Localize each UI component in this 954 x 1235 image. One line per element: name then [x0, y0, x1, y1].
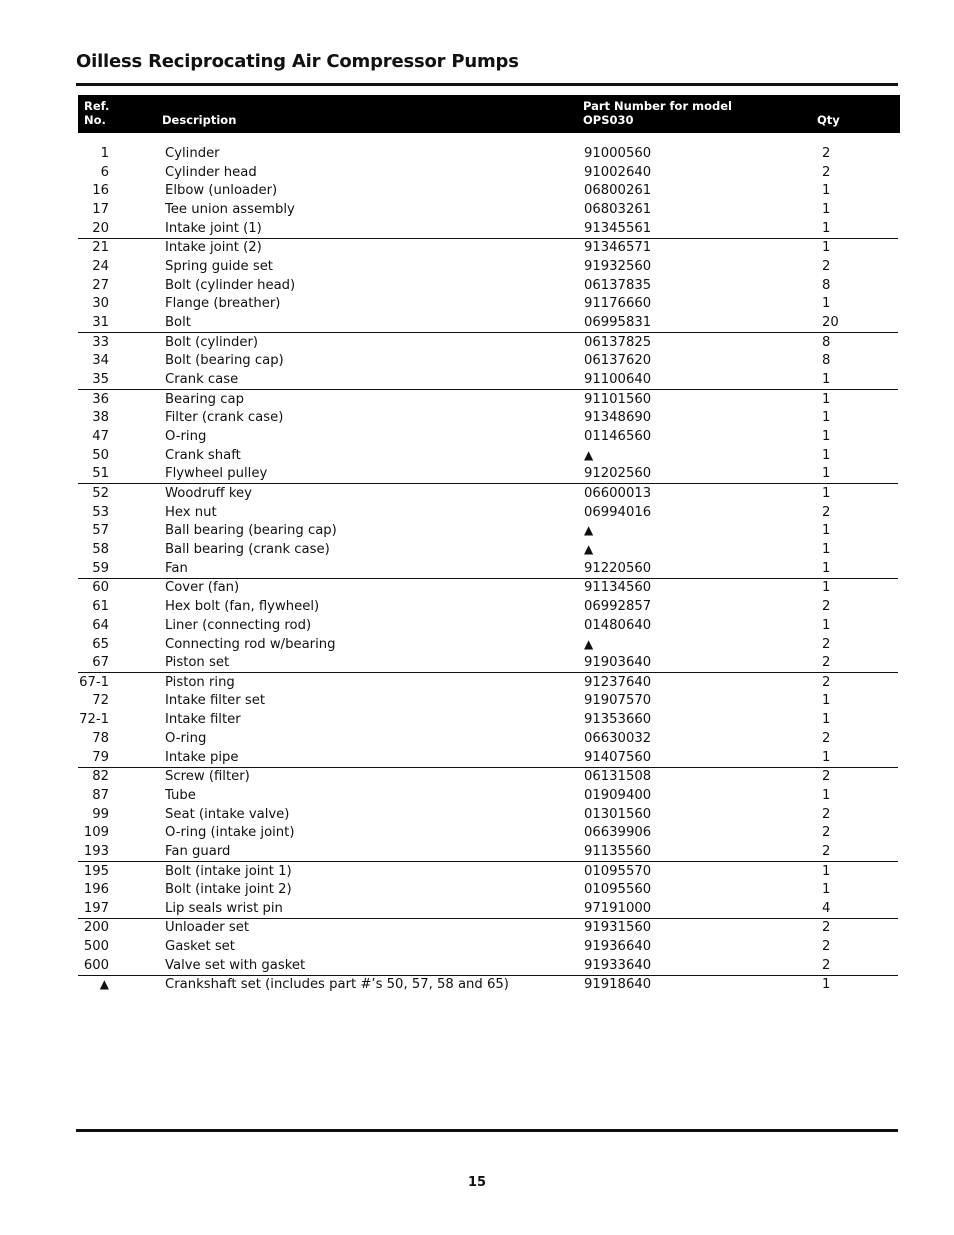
ref-cell: 31	[92, 315, 109, 330]
ref-cell: 109	[83, 825, 109, 840]
ref-cell: 53	[92, 505, 109, 520]
part-number-cell: 01146560	[584, 429, 652, 444]
part-number-cell: 91134560	[584, 580, 652, 595]
ref-cell: 99	[92, 807, 109, 822]
qty-cell: 1	[822, 864, 831, 879]
table-row	[78, 181, 900, 200]
description-cell: Intake filter	[165, 712, 241, 727]
description-cell: Elbow (unloader)	[165, 183, 278, 198]
group-divider	[78, 238, 898, 239]
qty-cell: 2	[822, 731, 831, 746]
description-cell: Screw (filter)	[165, 769, 250, 784]
ref-cell: 21	[92, 240, 109, 255]
part-number-cell: 91918640	[584, 977, 652, 992]
ref-cell: 61	[92, 599, 109, 614]
qty-cell: 2	[822, 920, 831, 935]
table-row	[78, 559, 900, 578]
description-cell: Ball bearing (crank case)	[165, 542, 330, 557]
ref-cell: 58	[92, 542, 109, 557]
qty-cell: 8	[822, 353, 831, 368]
table-row	[78, 823, 900, 842]
part-number-cell: 01095570	[584, 864, 652, 879]
table-row	[78, 691, 900, 710]
ref-header-line1: Ref.	[84, 99, 110, 113]
table-row	[78, 464, 900, 483]
description-cell: Crank case	[165, 372, 239, 387]
description-cell: Hex nut	[165, 505, 217, 520]
qty-cell: 1	[822, 542, 831, 557]
description-cell: Valve set with gasket	[165, 958, 306, 973]
group-divider	[78, 861, 898, 862]
ref-cell: 79	[92, 750, 109, 765]
description-cell: Cylinder	[165, 146, 220, 161]
ref-cell: 193	[83, 844, 109, 859]
qty-cell: 2	[822, 146, 831, 161]
table-row	[78, 842, 900, 861]
description-cell: Unloader set	[165, 920, 250, 935]
group-divider	[78, 767, 898, 768]
ref-cell: 87	[92, 788, 109, 803]
qty-cell: 2	[822, 599, 831, 614]
table-row	[78, 956, 900, 975]
table-row	[78, 918, 900, 937]
description-cell: Flange (breather)	[165, 296, 281, 311]
title-rule	[76, 83, 898, 86]
ref-cell: 24	[92, 259, 109, 274]
description-cell: Bolt (cylinder)	[165, 335, 259, 350]
table-row	[78, 427, 900, 446]
ref-cell: 59	[92, 561, 109, 576]
qty-cell: 2	[822, 655, 831, 670]
qty-cell: 2	[822, 165, 831, 180]
description-cell: Filter (crank case)	[165, 410, 284, 425]
table-row	[78, 313, 900, 332]
part-number-cell: 06600013	[584, 486, 652, 501]
qty-cell: 2	[822, 939, 831, 954]
table-row	[78, 503, 900, 522]
part-number-cell: 06131508	[584, 769, 652, 784]
table-row	[78, 616, 900, 635]
description-cell: Hex bolt (fan, flywheel)	[165, 599, 320, 614]
qty-cell: 1	[822, 183, 831, 198]
part-header-line2: OPS030	[583, 113, 634, 127]
table-row	[78, 673, 900, 692]
qty-cell: 2	[822, 807, 831, 822]
description-cell: Piston ring	[165, 675, 235, 690]
part-number-cell: 91903640	[584, 655, 652, 670]
table-row	[78, 880, 900, 899]
part-number-cell: 91346571	[584, 240, 652, 255]
part-number-cell: 06137620	[584, 353, 652, 368]
table-row	[78, 521, 900, 540]
description-cell: Liner (connecting rod)	[165, 618, 312, 633]
table-row	[78, 333, 900, 352]
ref-cell: 82	[92, 769, 109, 784]
part-number-cell: ▲	[584, 542, 594, 556]
part-number-cell: 91353660	[584, 712, 652, 727]
qty-cell: 4	[822, 901, 831, 916]
ref-cell: 78	[92, 731, 109, 746]
part-number-cell: 01301560	[584, 807, 652, 822]
ref-cell: 67	[92, 655, 109, 670]
description-cell: Fan guard	[165, 844, 231, 859]
page-number: 15	[467, 1175, 487, 1190]
table-row	[78, 144, 900, 163]
part-number-cell: 91101560	[584, 392, 652, 407]
description-cell: Bolt (bearing cap)	[165, 353, 284, 368]
group-divider	[78, 389, 898, 390]
ref-cell: 72-1	[79, 712, 109, 727]
ref-cell: 57	[92, 523, 109, 538]
qty-cell: 1	[822, 561, 831, 576]
table-row	[78, 408, 900, 427]
description-cell: Cylinder head	[165, 165, 257, 180]
qty-header: Qty	[817, 113, 840, 127]
ref-cell: 72	[92, 693, 109, 708]
description-cell: Gasket set	[165, 939, 235, 954]
part-number-cell: 06803261	[584, 202, 652, 217]
qty-cell: 1	[822, 750, 831, 765]
ref-cell: 197	[83, 901, 109, 916]
part-number-cell: 06137835	[584, 278, 652, 293]
qty-cell: 1	[822, 693, 831, 708]
part-number-cell: 91237640	[584, 675, 652, 690]
qty-cell: 20	[822, 315, 839, 330]
part-number-cell: 97191000	[584, 901, 652, 916]
table-row	[78, 748, 900, 767]
part-number-cell: 06992857	[584, 599, 652, 614]
table-row	[78, 862, 900, 881]
ref-cell: 20	[92, 221, 109, 236]
ref-cell: 36	[92, 392, 109, 407]
description-cell: Bolt (intake joint 1)	[165, 864, 292, 879]
table-row	[78, 729, 900, 748]
description-cell: O-ring	[165, 731, 207, 746]
qty-cell: 2	[822, 675, 831, 690]
table-row	[78, 370, 900, 389]
part-number-cell: 06137825	[584, 335, 652, 350]
description-cell: Flywheel pulley	[165, 466, 268, 481]
qty-cell: 1	[822, 486, 831, 501]
ref-cell: 35	[92, 372, 109, 387]
table-row	[78, 653, 900, 672]
qty-cell: 1	[822, 410, 831, 425]
description-cell: Fan	[165, 561, 188, 576]
footer-rule	[76, 1129, 898, 1132]
description-cell: Bearing cap	[165, 392, 244, 407]
description-header: Description	[162, 113, 237, 127]
part-number-cell: ▲	[584, 448, 594, 462]
ref-cell: 17	[92, 202, 109, 217]
ref-cell: 196	[83, 882, 109, 897]
ref-cell: 64	[92, 618, 109, 633]
table-row	[78, 219, 900, 238]
ref-cell: 47	[92, 429, 109, 444]
ref-cell: 600	[83, 958, 109, 973]
ref-cell: 50	[92, 448, 109, 463]
table-header	[78, 95, 900, 133]
part-number-cell: 91100640	[584, 372, 652, 387]
qty-cell: 8	[822, 278, 831, 293]
page-title: Oilless Reciprocating Air Compressor Pumps	[76, 51, 519, 72]
table-row	[78, 446, 900, 465]
description-cell: Piston set	[165, 655, 230, 670]
table-row	[78, 805, 900, 824]
ref-cell: 27	[92, 278, 109, 293]
qty-cell: 1	[822, 712, 831, 727]
table-row	[78, 635, 900, 654]
table-row	[78, 937, 900, 956]
table-row	[78, 163, 900, 182]
group-divider	[78, 918, 898, 919]
description-cell: Seat (intake valve)	[165, 807, 290, 822]
qty-cell: 1	[822, 296, 831, 311]
part-number-cell: 01909400	[584, 788, 652, 803]
part-number-cell: 91932560	[584, 259, 652, 274]
part-number-cell: 91135560	[584, 844, 652, 859]
table-row	[78, 484, 900, 503]
ref-cell: 65	[92, 637, 109, 652]
qty-cell: 1	[822, 240, 831, 255]
description-cell: Bolt (intake joint 2)	[165, 882, 292, 897]
qty-cell: 2	[822, 769, 831, 784]
part-number-cell: 91348690	[584, 410, 652, 425]
part-number-cell: 91000560	[584, 146, 652, 161]
table-row	[78, 238, 900, 257]
qty-cell: 2	[822, 958, 831, 973]
qty-cell: 1	[822, 618, 831, 633]
part-number-cell: 91907570	[584, 693, 652, 708]
group-divider	[78, 672, 898, 673]
qty-cell: 2	[822, 844, 831, 859]
part-number-cell: 06994016	[584, 505, 652, 520]
part-number-cell: 06639906	[584, 825, 652, 840]
part-number-cell: ▲	[584, 523, 594, 537]
description-cell: Cover (fan)	[165, 580, 240, 595]
ref-cell: 16	[92, 183, 109, 198]
table-row	[78, 786, 900, 805]
ref-cell: 6	[100, 165, 109, 180]
description-cell: Connecting rod w/bearing	[165, 637, 336, 652]
table-row	[78, 294, 900, 313]
qty-cell: 1	[822, 392, 831, 407]
ref-header-line2: No.	[84, 113, 106, 127]
description-cell: Bolt	[165, 315, 191, 330]
group-divider	[78, 578, 898, 579]
ref-cell: 34	[92, 353, 109, 368]
table-row	[78, 276, 900, 295]
table-row	[78, 390, 900, 409]
qty-cell: 1	[822, 202, 831, 217]
description-cell: Tube	[165, 788, 196, 803]
table-row	[78, 578, 900, 597]
part-number-cell: 06995831	[584, 315, 652, 330]
part-number-cell: 91220560	[584, 561, 652, 576]
table-row	[78, 597, 900, 616]
table-row	[78, 767, 900, 786]
description-cell: Intake joint (1)	[165, 221, 262, 236]
ref-cell: 33	[92, 335, 109, 350]
part-number-cell: 91931560	[584, 920, 652, 935]
description-cell: O-ring (intake joint)	[165, 825, 295, 840]
part-number-cell: 91936640	[584, 939, 652, 954]
description-cell: Crank shaft	[165, 448, 241, 463]
ref-cell: 67-1	[79, 675, 109, 690]
group-divider	[78, 975, 898, 976]
qty-cell: 1	[822, 466, 831, 481]
part-number-cell: ▲	[584, 637, 594, 651]
part-number-cell: 91202560	[584, 466, 652, 481]
qty-cell: 1	[822, 977, 831, 992]
qty-cell: 8	[822, 335, 831, 350]
part-number-cell: 06630032	[584, 731, 652, 746]
part-number-cell: 01480640	[584, 618, 652, 633]
description-cell: Crankshaft set (includes part #’s 50, 57, 58 and 65)	[165, 977, 509, 992]
ref-no-header	[84, 99, 109, 127]
description-cell: Bolt (cylinder head)	[165, 278, 296, 293]
description-cell: Lip seals wrist pin	[165, 901, 283, 916]
description-cell: Ball bearing (bearing cap)	[165, 523, 337, 538]
qty-cell: 1	[822, 523, 831, 538]
ref-cell: 51	[92, 466, 109, 481]
qty-cell: 1	[822, 372, 831, 387]
part-number-cell: 91933640	[584, 958, 652, 973]
ref-cell: 195	[83, 864, 109, 879]
qty-cell: 1	[822, 448, 831, 463]
table-row	[78, 540, 900, 559]
part-header-line1: Part Number for model	[583, 99, 732, 113]
description-cell: Woodruff key	[165, 486, 252, 501]
part-number-cell: 91345561	[584, 221, 652, 236]
group-divider	[78, 332, 898, 333]
part-number-cell: 91002640	[584, 165, 652, 180]
description-cell: Intake pipe	[165, 750, 239, 765]
part-number-cell: 91176660	[584, 296, 652, 311]
qty-cell: 1	[822, 882, 831, 897]
ref-cell: 200	[83, 920, 109, 935]
group-divider	[78, 483, 898, 484]
description-cell: Spring guide set	[165, 259, 273, 274]
description-cell: Intake joint (2)	[165, 240, 262, 255]
qty-cell: 2	[822, 637, 831, 652]
table-row	[78, 200, 900, 219]
ref-cell: 60	[92, 580, 109, 595]
ref-cell: 500	[83, 939, 109, 954]
part-number-header	[583, 99, 732, 127]
qty-cell: 1	[822, 580, 831, 595]
ref-cell: 1	[100, 146, 109, 161]
qty-cell: 1	[822, 429, 831, 444]
table-row	[78, 899, 900, 918]
ref-cell: 52	[92, 486, 109, 501]
ref-cell: 38	[92, 410, 109, 425]
ref-cell: ▲	[99, 977, 109, 991]
part-number-cell: 91407560	[584, 750, 652, 765]
table-row	[78, 710, 900, 729]
table-row	[78, 351, 900, 370]
description-cell: Intake filter set	[165, 693, 265, 708]
qty-cell: 1	[822, 221, 831, 236]
description-cell: O-ring	[165, 429, 207, 444]
qty-cell: 2	[822, 259, 831, 274]
description-cell: Tee union assembly	[165, 202, 295, 217]
table-row	[78, 975, 900, 994]
qty-cell: 2	[822, 825, 831, 840]
part-number-cell: 06800261	[584, 183, 652, 198]
ref-cell: 30	[92, 296, 109, 311]
qty-cell: 2	[822, 505, 831, 520]
table-row	[78, 257, 900, 276]
qty-cell: 1	[822, 788, 831, 803]
part-number-cell: 01095560	[584, 882, 652, 897]
